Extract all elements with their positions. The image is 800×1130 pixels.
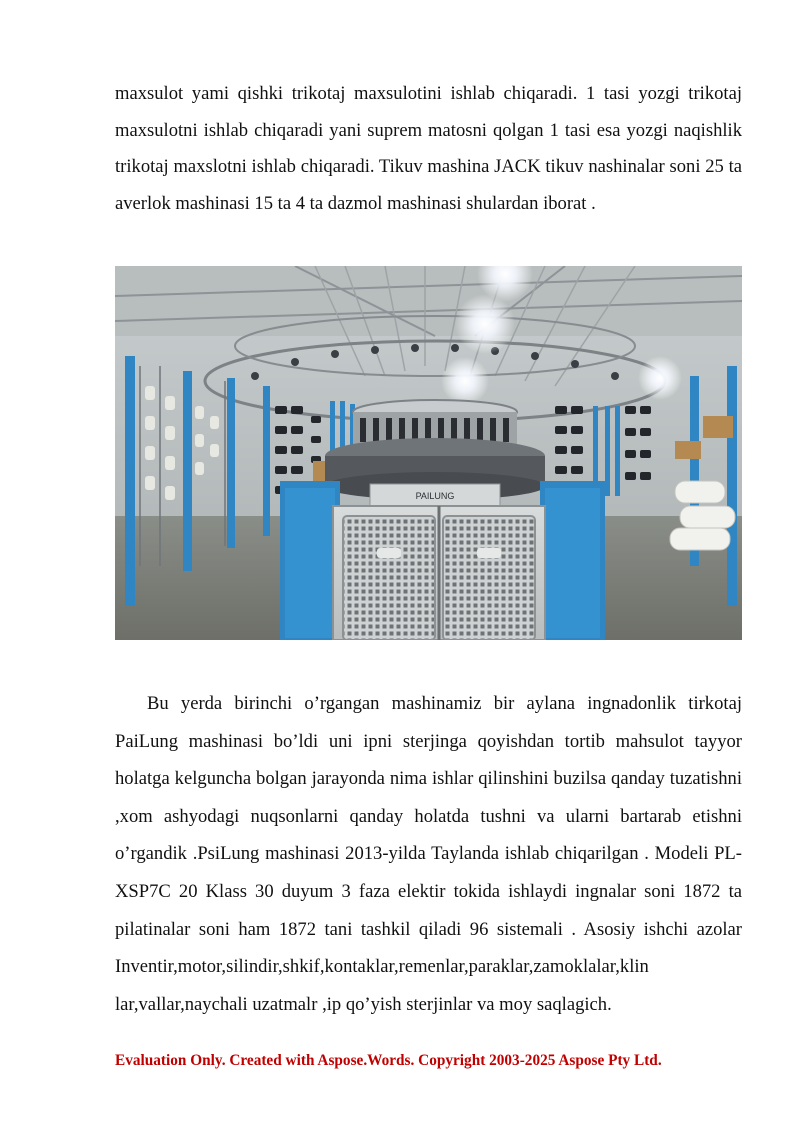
paragraph-machine-description: Bu yerda birinchi o’rgangan mashinamiz bir aylana ingnadonlik tirkotaj PaiLung mashinasi bo’ldi uni ipni sterjinga qoyishdan tortib mahsulot tayyor holatga kelguncha bolgan jarayonda nima ishlar qilinshini buzilsa qanday tuzatishni ,xom ashyodagi nuqsonlarni qanday holatda tushni va ularni bartarab etishni o’rgandik .PsiLung mashinasi 2013-yilda Taylanda ishlab chiqarilgan . Modeli PL-XSP7C 20 Klass 30 duyum 3 faza elektir tokida ishlaydi ingnalar soni 1872 ta pilatinalar soni ham 1872 tani tashkil qiladi 96 sistemali . Asosiy ishchi azolar Inventir,motor,silindir,shkif,kontaklar,remenlar,paraklar,zamoklalar,klin lar,vallar,naychali uzatmalr ,ip qo’yish sterjinlar va moy saqlagich. (115, 693, 742, 1015)
machine-brand-label: PAILUNG (415, 491, 455, 501)
knitting-machine-photo (115, 266, 742, 640)
evaluation-watermark: Evaluation Only. Created with Aspose.Words. Copyright 2003-2025 Aspose Pty Ltd. (115, 1052, 662, 1069)
paragraph-intro: maxsulot yami qishki trikotaj maxsulotini ishlab chiqaradi. 1 tasi yozgi trikotaj maxsulotni ishlab chiqaradi yani suprem matosni qolgan 1 tasi esa yozgi naqishlik trikotaj maxslotni ishlab chiqaradi. Tikuv mashina JACK tikuv nashinalar soni 25 ta averlok mashinasi 15 ta 4 ta dazmol mashinasi shulardan iborat . (115, 83, 742, 214)
